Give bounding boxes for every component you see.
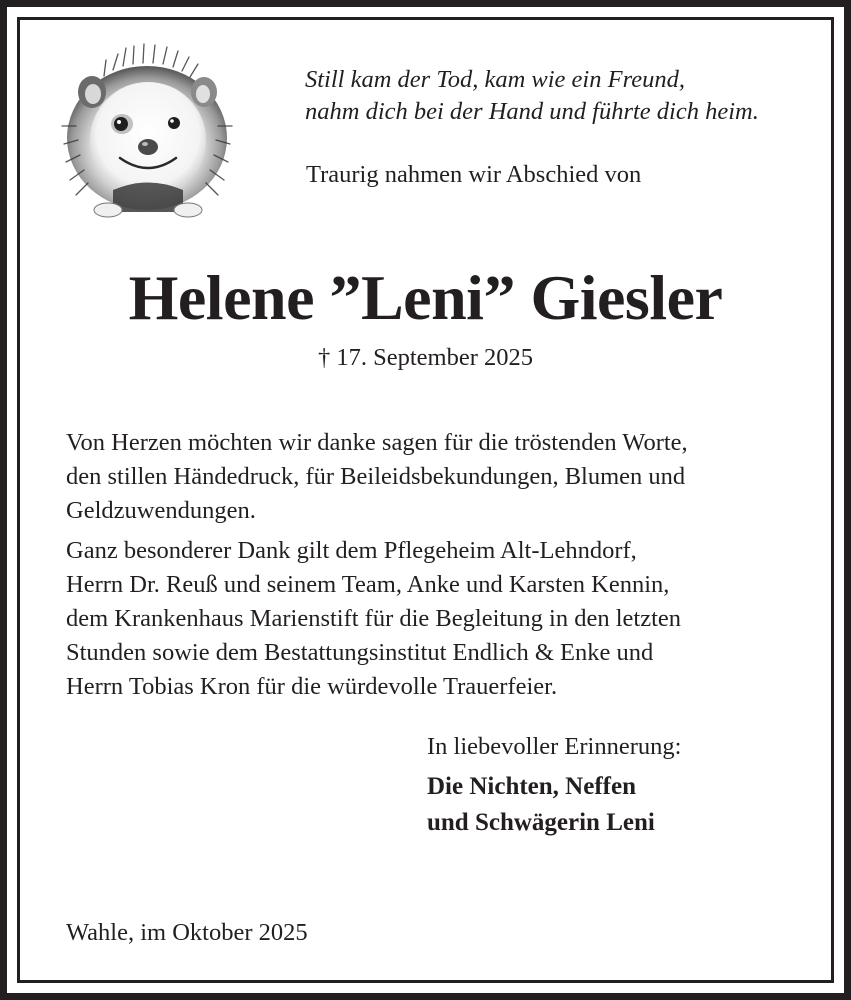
signer-line: Die Nichten, Neffen bbox=[427, 773, 636, 800]
paragraph-line: Herrn Dr. Reuß und seinem Team, Anke und Karsten Kennin, bbox=[66, 571, 670, 598]
verse bbox=[305, 64, 759, 128]
paragraph-line: Ganz besonderer Dank gilt dem Pflegeheim Alt-Lehndorf, bbox=[66, 537, 637, 564]
deceased-name: Helene ”Leni” Giesler bbox=[128, 262, 723, 333]
paragraph-line: dem Krankenhaus Marienstift für die Begleitung in den letzten bbox=[66, 605, 682, 632]
paragraph-line: Herrn Tobias Kron für die würdevolle Trauerfeier. bbox=[66, 673, 558, 700]
signer-line: und Schwägerin Leni bbox=[427, 809, 655, 836]
paragraph-line: Stunden sowie dem Bestattungsinstitut Endlich & Enke und bbox=[66, 639, 654, 666]
paragraph-line: den stillen Händedruck, für Beileidsbekundungen, Blumen und bbox=[66, 463, 686, 490]
hedgehog-icon bbox=[58, 40, 236, 220]
paragraph-line: Von Herzen möchten wir danke sagen für die tröstenden Worte, bbox=[66, 429, 688, 456]
verse-line: Still kam der Tod, kam wie ein Freund, bbox=[305, 66, 685, 93]
signers bbox=[427, 769, 655, 841]
paragraph-line: Geldzuwendungen. bbox=[66, 497, 256, 524]
memory-label: In liebevoller Erinnerung: bbox=[427, 733, 682, 760]
place-date: Wahle, im Oktober 2025 bbox=[66, 919, 308, 946]
intro-text: Traurig nahmen wir Abschied von bbox=[306, 161, 642, 188]
thanks-paragraph-2 bbox=[66, 534, 681, 704]
thanks-paragraph-1 bbox=[66, 426, 688, 528]
death-date: † 17. September 2025 bbox=[317, 344, 534, 371]
verse-line: nahm dich bei der Hand und führte dich heim. bbox=[305, 98, 759, 125]
